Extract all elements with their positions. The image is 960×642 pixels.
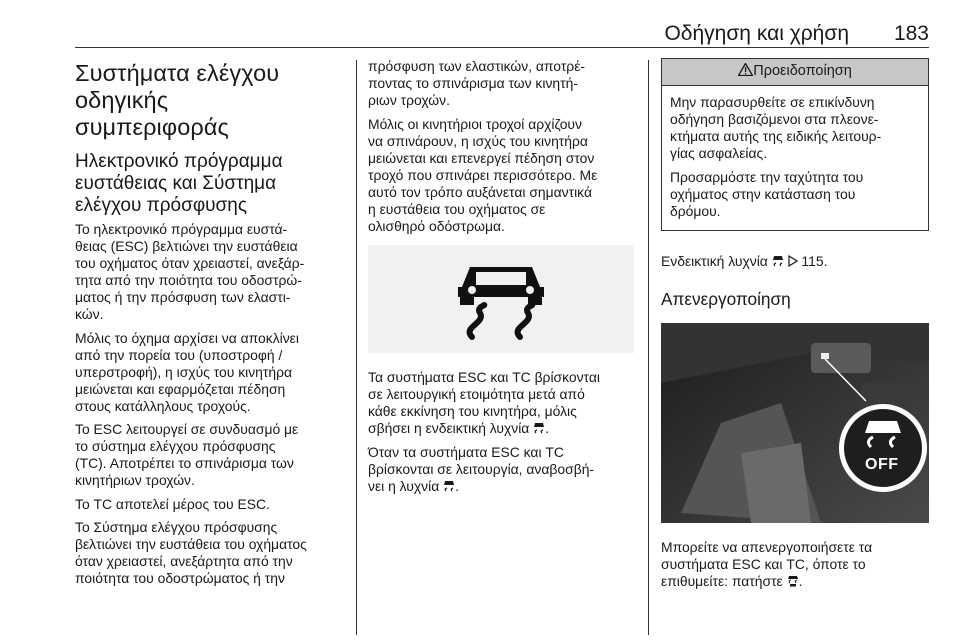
paragraph: Μπορείτε να απενεργοποιήσετε τα συστήματα ESC και TC, όποτε το επιθυμείτε: πατήστε . xyxy=(661,539,873,589)
paragraph: Μόλις οι κινητήριοι τροχοί αρχίζουν να σπινάρουν, η ισχύς του κινητήρα μειώνεται και επενεργεί πέδηση στον τροχό που σπινάρει περισσότερο. Με αυτό τον τρόπο αυξάνεται σημαντικά η ευστάθεια του οχήματος σε ολισθηρό οδόστρωμα. xyxy=(368,115,598,234)
esc-indicator-icon xyxy=(772,254,784,271)
running-title: Οδήγηση και χρήση xyxy=(664,22,849,45)
esc-indicator-icon xyxy=(443,479,455,496)
page-number: 183 xyxy=(893,22,929,45)
column-left xyxy=(75,58,351,594)
esc-indicator-icon xyxy=(533,421,545,438)
paragraph: Το ESC λειτουργεί σε συνδυασμό με το σύστημα ελέγχου πρόσφυσης (TC). Αποτρέπει το σπινάρισμα των κινητήριων τροχών. xyxy=(75,421,299,488)
warning-text: Μην παρασυρθείτε σε επικίνδυνη οδήγηση βασιζόμενοι στα πλεονε- κτήματα αυτής της ειδικής λειτουρ- γίας ασφαλείας. xyxy=(670,94,882,161)
warning-triangle-icon xyxy=(738,63,753,80)
dashboard-photo xyxy=(661,323,929,523)
warning-body xyxy=(662,86,928,230)
paragraph: Το Σύστημα ελέγχου πρόσφυσης βελτιώνει την ευστάθεια του οχήματος όταν χρειαστεί, ανεξάρτητα από την ποιότητα του οδοστρώματος ή την xyxy=(75,519,307,586)
warning-box xyxy=(661,58,929,231)
warning-header xyxy=(662,59,928,86)
page-reference: 115. xyxy=(801,253,828,269)
paragraph: Το TC αποτελεί μέρος του ESC. xyxy=(75,495,270,512)
indicator-prefix: Ενδεικτική λυχνία xyxy=(661,253,768,269)
indicator-reference xyxy=(661,253,929,271)
section-heading: Συστήματα ελέγχου οδηγικής συμπεριφοράς xyxy=(75,60,280,140)
paragraph-text: Τα συστήματα ESC και TC βρίσκονται σε λειτουργική ετοιμότητα μετά από κάθε εκκίνηση του κινητήρα, μόλις σβήσει η ενδεικτική λυχνία xyxy=(368,368,600,436)
paragraph: Τα συστήματα ESC και TC βρίσκονται σε λειτουργική ετοιμότητα μετά από κάθε εκκίνηση του κινητήρα, μόλις σβήσει η ενδεικτική λυχνία . xyxy=(368,368,600,436)
esc-off-button-label: OFF xyxy=(865,456,899,473)
warning-title: Προειδοποίηση xyxy=(753,63,852,79)
esc-off-button-icon xyxy=(787,574,799,591)
page-reference-arrow-icon xyxy=(788,254,798,271)
paragraph: Όταν τα συστήματα ESC και TC βρίσκονται σε λειτουργία, αναβοσβή- νει η λυχνία . xyxy=(368,444,595,494)
paragraph-text: Μπορείτε να απενεργοποιήσετε τα συστήματα ESC και TC, όποτε το επιθυμείτε: πατήστε xyxy=(661,539,873,589)
column-divider xyxy=(356,60,357,635)
column-right xyxy=(661,58,929,598)
esc-skid-car-icon xyxy=(368,245,634,353)
paragraph: Μόλις το όχημα αρχίσει να αποκλίνει από την πορεία του (υποστροφή / υπερστροφή), η ισχύς του κινητήρα μειώνεται και εφαρμόζεται πέδηση στους κατάλληλους τροχούς. xyxy=(75,329,299,414)
paragraph: πρόσφυση των ελαστικών, αποτρέ- ποντας το σπινάρισμα των κινητή- ριων τροχών. xyxy=(368,58,586,108)
paragraph: Το ηλεκτρονικό πρόγραμμα ευστά- θειας (ESC) βελτιώνει την ευστάθεια του οχήματος όταν χρειαστεί, ανεξάρ- τητα από την ποιότητα του οδοστρώ- ματος ή την πρόσφυση των ελαστι- κών. xyxy=(75,221,305,322)
header-rule xyxy=(75,47,929,48)
subsection-heading: Απενεργοποίηση xyxy=(661,289,791,309)
page-header xyxy=(75,22,929,48)
column-middle xyxy=(368,58,634,503)
subsection-heading: Ηλεκτρονικό πρόγραμμα ευστάθειας και Σύστημα ελέγχου πρόσφυσης xyxy=(75,151,283,216)
warning-text: Προσαρμόστε την ταχύτητα του οχήματος στην κατάσταση του δρόμου. xyxy=(670,168,864,219)
paragraph-text: Όταν τα συστήματα ESC και TC βρίσκονται σε λειτουργία, αναβοσβή- νει η λυχνία xyxy=(368,444,595,494)
column-divider xyxy=(648,60,649,635)
